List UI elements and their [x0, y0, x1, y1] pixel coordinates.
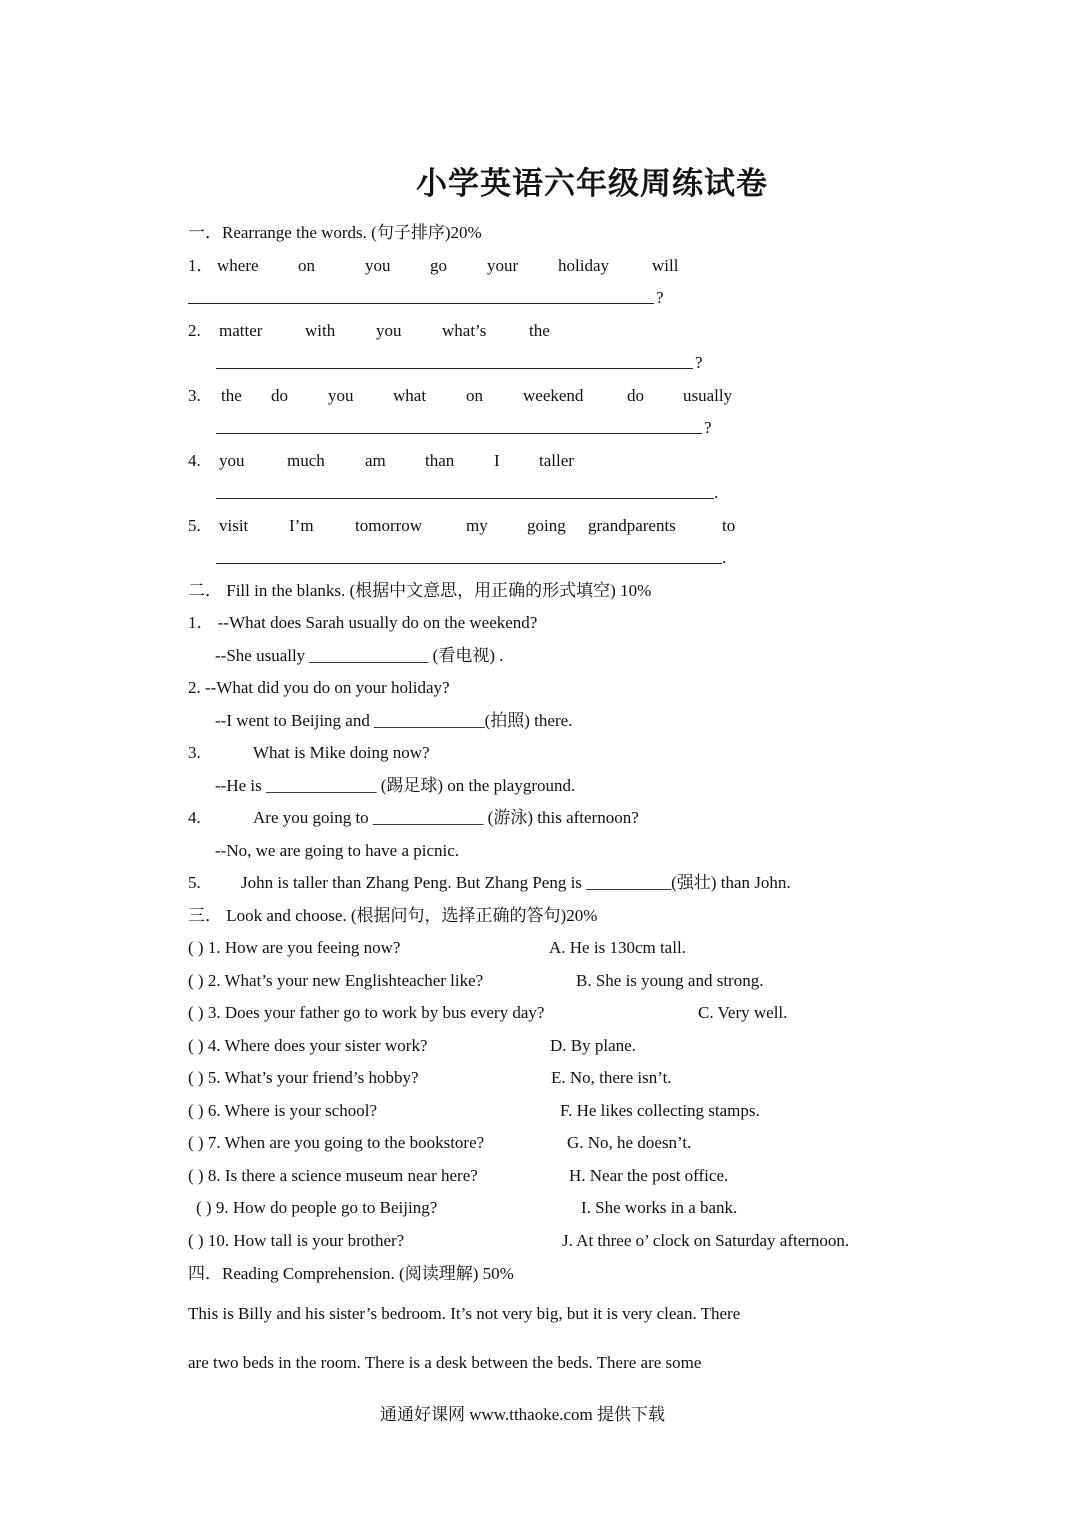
- word: usually: [683, 386, 733, 405]
- word: than: [425, 451, 455, 470]
- question: ( ) 7. When are you going to the bookstore?: [188, 1133, 485, 1152]
- word: do: [271, 386, 288, 405]
- fill-line: 1． --What does Sarah usually do on the weekend?: [188, 613, 538, 632]
- answer-option: J. At three o’ clock on Saturday afternoon.: [562, 1231, 850, 1250]
- question: ( ) 3. Does your father go to work by bus every day?: [188, 1003, 545, 1022]
- end-mark: ?: [656, 288, 664, 307]
- word: with: [305, 321, 336, 340]
- word: taller: [539, 451, 574, 470]
- question: ( ) 10. How tall is your brother?: [188, 1231, 405, 1250]
- word: tomorrow: [355, 516, 423, 535]
- item-number: 5.: [188, 516, 201, 535]
- answer-option: F. He likes collecting stamps.: [560, 1101, 760, 1120]
- word: you: [365, 256, 391, 275]
- word: the: [529, 321, 550, 340]
- word: on: [466, 386, 483, 405]
- reading-paragraph-line: This is Billy and his sister’s bedroom. It’s not very big, but it is very clean. There: [188, 1304, 741, 1323]
- item-number: 4.: [188, 808, 201, 827]
- item-number: 5.: [188, 873, 201, 892]
- fill-line: --No, we are going to have a picnic.: [215, 841, 460, 860]
- page-footer: 通通好课网 www.tthaoke.com 提供下载: [380, 1405, 666, 1424]
- question: ( ) 4. Where does your sister work?: [188, 1036, 428, 1055]
- answer-option: E. No, there isn’t.: [551, 1068, 672, 1087]
- word: where: [217, 256, 259, 275]
- word: to: [722, 516, 736, 535]
- answer-line: [216, 482, 714, 499]
- word: you: [376, 321, 402, 340]
- question: ( ) 1. How are you feeing now?: [188, 938, 401, 957]
- word: weekend: [523, 386, 584, 405]
- word: on: [298, 256, 315, 275]
- item-number: 1．: [188, 256, 214, 275]
- word: matter: [219, 321, 263, 340]
- question: ( ) 6. Where is your school?: [188, 1101, 377, 1120]
- question: ( ) 9. How do people go to Beijing?: [196, 1198, 438, 1217]
- reading-paragraph-line: are two beds in the room. There is a desk between the beds. There are some: [188, 1353, 702, 1372]
- fill-line: --She usually ______________ (看电视) .: [215, 646, 504, 665]
- answer-line: [216, 417, 702, 434]
- answer-line: [216, 547, 722, 564]
- fill-line: --He is _____________ (踢足球) on the playground.: [215, 776, 576, 795]
- word: holiday: [558, 256, 609, 275]
- answer-line: [216, 352, 693, 369]
- word: go: [430, 256, 447, 275]
- word: going: [527, 516, 566, 535]
- question: ( ) 8. Is there a science museum near here?: [188, 1166, 478, 1185]
- word: I’m: [289, 516, 314, 535]
- word: am: [365, 451, 386, 470]
- fill-line: John is taller than Zhang Peng. But Zhang Peng is __________(强壮) than John.: [241, 873, 791, 892]
- word: you: [328, 386, 354, 405]
- word: your: [487, 256, 519, 275]
- word: what: [393, 386, 427, 405]
- answer-option: C. Very well.: [698, 1003, 788, 1022]
- word: do: [627, 386, 644, 405]
- answer-option: H. Near the post office.: [569, 1166, 729, 1185]
- fill-line: --I went to Beijing and _____________(拍照) there.: [215, 711, 573, 730]
- fill-line: Are you going to _____________ (游泳) this afternoon?: [253, 808, 639, 827]
- word: the: [221, 386, 242, 405]
- page-title: 小学英语六年级周练试卷: [416, 166, 768, 202]
- question: ( ) 2. What’s your new Englishteacher like?: [188, 971, 484, 990]
- section1-heading: 一．Rearrange the words. (句子排序)20%: [188, 223, 482, 242]
- answer-option: G. No, he doesn’t.: [567, 1133, 692, 1152]
- word: grandparents: [588, 516, 676, 535]
- section2-heading: 二． Fill in the blanks. (根据中文意思，用正确的形式填空) 10%: [188, 581, 652, 600]
- section4-heading: 四．Reading Comprehension. (阅读理解) 50%: [188, 1264, 514, 1283]
- item-number: 3.: [188, 743, 201, 762]
- answer-option: A. He is 130cm tall.: [549, 938, 686, 957]
- item-number: 2.: [188, 321, 201, 340]
- answer-option: D. By plane.: [550, 1036, 636, 1055]
- word: I: [494, 451, 500, 470]
- word: my: [466, 516, 488, 535]
- item-number: 3.: [188, 386, 201, 405]
- section3-heading: 三． Look and choose. (根据问句，选择正确的答句)20%: [188, 906, 598, 925]
- end-mark: .: [714, 483, 719, 502]
- end-mark: ?: [704, 418, 712, 437]
- fill-line: 2. --What did you do on your holiday?: [188, 678, 450, 697]
- item-number: 4.: [188, 451, 201, 470]
- fill-line: What is Mike doing now?: [253, 743, 430, 762]
- word: what’s: [442, 321, 487, 340]
- end-mark: ?: [695, 353, 703, 372]
- end-mark: .: [722, 548, 727, 567]
- word: you: [219, 451, 245, 470]
- answer-option: B. She is young and strong.: [576, 971, 764, 990]
- word: visit: [219, 516, 249, 535]
- answer-option: I. She works in a bank.: [581, 1198, 738, 1217]
- question: ( ) 5. What’s your friend’s hobby?: [188, 1068, 419, 1087]
- answer-line: [188, 287, 654, 304]
- word: will: [652, 256, 679, 275]
- word: much: [287, 451, 325, 470]
